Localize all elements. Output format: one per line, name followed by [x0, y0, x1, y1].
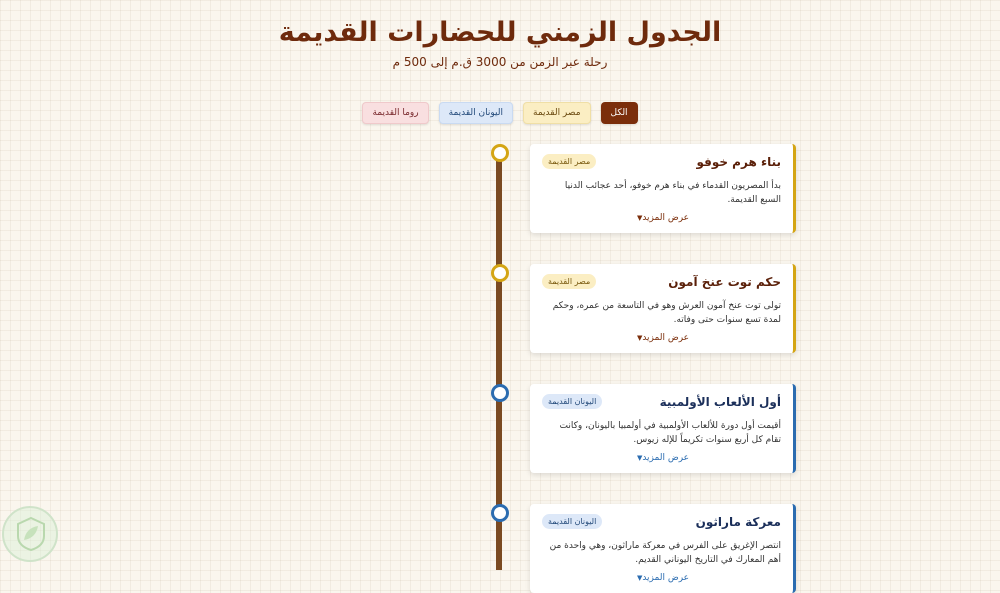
chevron-down-icon: ▼ [636, 214, 643, 222]
event-title: معركة ماراثون [695, 514, 781, 529]
event-badge: مصر القديمة [542, 154, 596, 169]
event-card [530, 504, 796, 593]
show-more-button[interactable] [542, 213, 781, 223]
timeline-marker [491, 144, 509, 162]
page-header [0, 16, 1000, 70]
event-badge: اليونان القديمة [542, 394, 602, 409]
show-more-label: عرض المزيد [642, 453, 690, 463]
chevron-down-icon: ▼ [636, 454, 643, 462]
timeline-marker [491, 384, 509, 402]
watermark-logo [2, 506, 58, 562]
event-title: بناء هرم خوفو [696, 154, 781, 169]
show-more-button[interactable] [542, 573, 781, 583]
event-description: بدأ المصريون القدماء في بناء هرم خوفو، أحد عجائب الدنيا السبع القديمة. [564, 181, 781, 205]
event-title: حكم توت عنخ آمون [668, 274, 781, 289]
event-card [530, 144, 796, 233]
event-description: أقيمت أول دورة للألعاب الأولمبية في أولمبيا باليونان، وكانت تقام كل أربع سنوات تكريماً للإله زيوس. [559, 421, 781, 445]
show-more-label: عرض المزيد [642, 213, 690, 223]
filter-egypt-button[interactable]: مصر القديمة [523, 102, 591, 124]
leaf-icon [14, 516, 48, 552]
page-subtitle: رحلة عبر الزمن من 3000 ق.م إلى 500 م [392, 55, 608, 69]
show-more-label: عرض المزيد [642, 573, 690, 583]
page-title: الجدول الزمني للحضارات القديمة [278, 17, 722, 48]
chevron-down-icon: ▼ [636, 334, 643, 342]
timeline-marker [491, 264, 509, 282]
event-title: أول الألعاب الأولمبية [659, 394, 781, 409]
event-badge: اليونان القديمة [542, 514, 602, 529]
event-card [530, 264, 796, 353]
event-badge: مصر القديمة [542, 274, 596, 289]
timeline-marker [491, 504, 509, 522]
show-more-button[interactable] [542, 333, 781, 343]
filter-all-button[interactable]: الكل [601, 102, 638, 124]
show-more-button[interactable] [542, 453, 781, 463]
filter-greece-button[interactable]: اليونان القديمة [439, 102, 513, 124]
event-description: انتصر الإغريق على الفرس في معركة ماراثون، وهي واحدة من أهم المعارك في التاريخ اليوناني القديم. [549, 541, 781, 565]
filter-rome-button[interactable]: روما القديمة [362, 102, 428, 124]
show-more-label: عرض المزيد [642, 333, 690, 343]
filter-bar [0, 102, 1000, 124]
event-card [530, 384, 796, 473]
chevron-down-icon: ▼ [636, 574, 643, 582]
event-description: تولى توت عنخ آمون العرش وهو في التاسعة من عمره، وحكم لمدة تسع سنوات حتى وفاته. [552, 301, 781, 325]
